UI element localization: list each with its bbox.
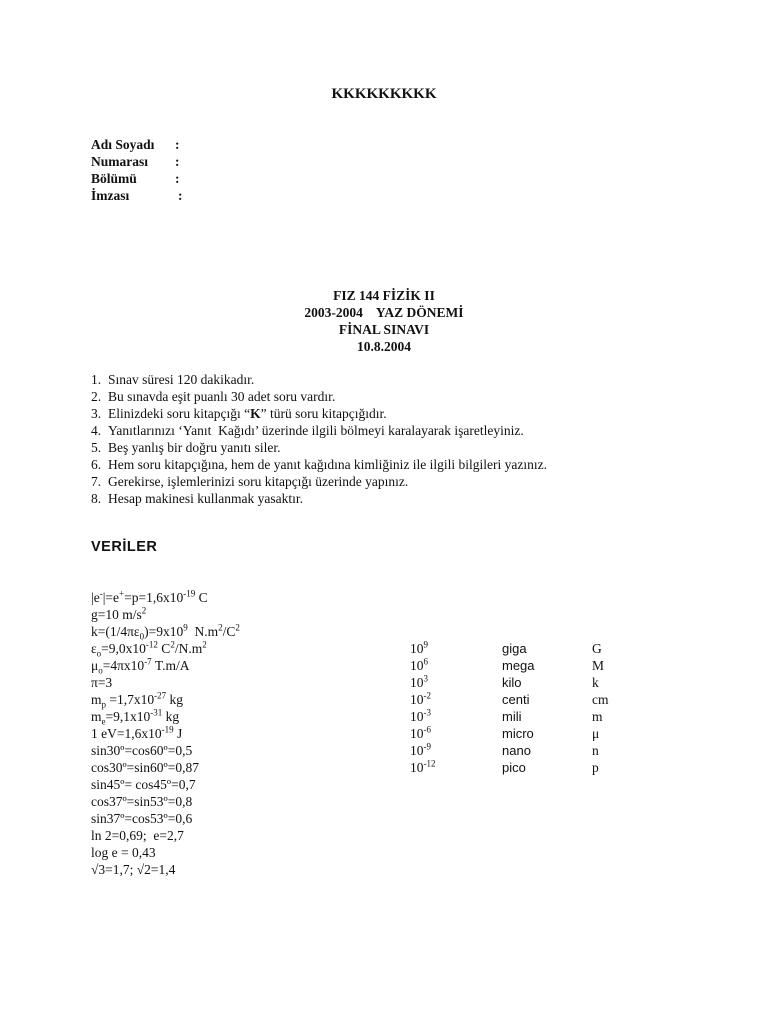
constant-text: 10: [410, 675, 424, 690]
superscript: -3: [423, 707, 431, 718]
rule-number: 2.: [91, 389, 102, 404]
prefix-symbol: G: [592, 641, 602, 656]
constant-text: m: [91, 692, 102, 707]
constant-text: cos37º=sin53º=0,8: [91, 794, 193, 809]
superscript: -: [99, 588, 103, 599]
superscript: -31: [150, 707, 163, 718]
subscript: e: [101, 716, 106, 727]
subscript: 0: [139, 631, 145, 642]
rule-text: ” türü soru kitapçığıdır.: [260, 406, 387, 421]
rule-text: Yanıtlarınızı ‘Yanıt Kağıdı’ üzerinde ilgili bölmeyi karalayarak işaretleyiniz.: [108, 423, 524, 438]
constant-line: [91, 726, 182, 742]
constant-line: [91, 709, 179, 725]
constant-line: [91, 828, 184, 844]
constant-line: [91, 658, 189, 674]
rule-text: Gerekirse, işlemlerinizi soru kitapçığı üzerinde yapınız.: [108, 474, 409, 489]
constant-text: 1 eV=1,6x10: [91, 726, 162, 741]
field-signature-colon: :: [178, 188, 183, 203]
constant-text: 10: [410, 641, 424, 656]
prefix-name: pico: [502, 760, 526, 775]
constant-text: 10: [410, 709, 424, 724]
rule-number: 6.: [91, 457, 102, 472]
constant-text: C: [157, 641, 171, 656]
rule-item: [91, 491, 303, 507]
constant-line: [91, 641, 207, 657]
constant-text: μ: [91, 658, 99, 673]
rule-number: 8.: [91, 491, 102, 506]
prefix-power: [410, 726, 431, 742]
rule-text: Elinizdeki soru kitapçığı “: [108, 406, 251, 421]
booklet-type-letter: K: [250, 406, 261, 421]
superscript: -19: [183, 588, 196, 599]
superscript: 6: [423, 656, 428, 667]
superscript: -12: [145, 639, 158, 650]
prefix-power: [410, 709, 431, 725]
constant-line: [91, 760, 199, 776]
superscript: -27: [154, 690, 167, 701]
constant-text: log e = 0,43: [91, 845, 156, 860]
superscript: 2: [235, 622, 240, 633]
constant-text: =9,0x10: [101, 641, 146, 656]
constant-text: k=(1/4πε: [91, 624, 140, 639]
constant-text: 10: [410, 743, 424, 758]
prefix-power: [410, 760, 436, 776]
rule-item: [91, 440, 280, 456]
rule-text: Beş yanlış bir doğru yanıtı siler.: [108, 440, 281, 455]
constant-text: =p=1,6x10: [124, 590, 184, 605]
prefix-power: [410, 675, 428, 691]
constant-text: =9,1x10: [105, 709, 151, 724]
course-title: FIZ 144 FİZİK II: [333, 288, 435, 303]
constant-text: kg: [162, 709, 180, 724]
superscript: -12: [423, 758, 436, 769]
constant-line: [91, 811, 192, 827]
constant-text: sin37º=cos53º=0,6: [91, 811, 193, 826]
rule-item: [91, 423, 524, 439]
rule-text: Hem soru kitapçığına, hem de yanıt kağıdına kimliğiniz ile ilgili bilgileri yazınız.: [108, 457, 548, 472]
exam-date: 10.8.2004: [357, 339, 411, 354]
rule-text: Bu sınavda eşit puanlı 30 adet soru vardır.: [108, 389, 336, 404]
prefix-symbol: k: [592, 675, 599, 690]
constant-text: sin45º= cos45º=0,7: [91, 777, 196, 792]
constant-line: [91, 794, 192, 810]
constant-text: ln 2=0,69; e=2,7: [91, 828, 184, 843]
superscript: -2: [423, 690, 431, 701]
constant-text: π=3: [91, 675, 113, 690]
superscript: 2: [202, 639, 207, 650]
prefix-power: [410, 743, 431, 759]
superscript: 2: [218, 622, 223, 633]
constant-text: m: [91, 709, 102, 724]
rule-number: 3.: [91, 406, 102, 421]
constant-text: cos30º=sin60º=0,87: [91, 760, 199, 775]
constant-text: |e: [91, 590, 100, 605]
constant-text: J: [173, 726, 183, 741]
constant-text: C: [195, 590, 208, 605]
constant-line: [91, 624, 240, 640]
constant-text: 10: [410, 726, 424, 741]
rule-text: Hesap makinesi kullanmak yasaktır.: [108, 491, 303, 506]
prefix-power: [410, 692, 431, 708]
rule-item: [91, 474, 408, 490]
prefix-name: micro: [502, 726, 534, 741]
prefix-symbol: m: [592, 709, 603, 724]
prefix-symbol: n: [592, 743, 599, 758]
superscript: -19: [161, 724, 174, 735]
constant-line: [91, 743, 192, 759]
superscript: -6: [423, 724, 431, 735]
superscript: 9: [423, 639, 428, 650]
data-section-heading: VERİLER: [91, 539, 158, 555]
constant-text: ε: [91, 641, 97, 656]
constant-text: N.m: [187, 624, 219, 639]
constant-line: [91, 607, 146, 623]
rule-item: [91, 406, 387, 422]
constant-text: =4πx10: [102, 658, 145, 673]
field-department-colon: :: [175, 171, 180, 186]
field-number-label: Numarası: [91, 154, 148, 169]
superscript: 2: [170, 639, 175, 650]
prefix-name: centi: [502, 692, 530, 707]
constant-text: /C: [222, 624, 236, 639]
superscript: -9: [423, 741, 431, 752]
constant-line: [91, 777, 196, 793]
prefix-power: [410, 658, 428, 674]
rule-number: 4.: [91, 423, 102, 438]
constant-text: kg: [166, 692, 184, 707]
constant-text: sin30º=cos60º=0,5: [91, 743, 193, 758]
prefix-power: [410, 641, 428, 657]
constant-text: =1,7x10: [106, 692, 155, 707]
constant-text: 10: [410, 658, 424, 673]
subscript: o: [96, 648, 102, 659]
prefix-symbol: μ: [592, 726, 600, 741]
field-department-label: Bölümü: [91, 171, 137, 186]
prefix-name: kilo: [502, 675, 522, 690]
constant-text: |=e: [102, 590, 120, 605]
constant-line: [91, 862, 175, 878]
constant-text: 10: [410, 692, 424, 707]
superscript: +: [119, 588, 125, 599]
constant-text: )=9x10: [144, 624, 184, 639]
prefix-symbol: M: [592, 658, 605, 673]
prefix-name: nano: [502, 743, 531, 758]
field-name-label: Adı Soyadı: [91, 137, 155, 152]
superscript: 3: [423, 673, 428, 684]
rule-item: [91, 389, 335, 405]
field-signature-label: İmzası: [91, 188, 130, 203]
rule-number: 7.: [91, 474, 102, 489]
superscript: -7: [144, 656, 152, 667]
field-name-colon: :: [175, 137, 180, 152]
prefix-symbol: p: [592, 760, 599, 775]
constant-text: g=10 m/s: [91, 607, 142, 622]
constant-text: /N.m: [174, 641, 203, 656]
constant-line: [91, 692, 183, 708]
constant-line: [91, 590, 208, 606]
constant-text: √3=1,7; √2=1,4: [91, 862, 176, 877]
rule-text: Sınav süresi 120 dakikadır.: [108, 372, 255, 387]
superscript: 9: [183, 622, 188, 633]
rule-number: 5.: [91, 440, 102, 455]
superscript: 2: [141, 605, 147, 616]
exam-term: 2003-2004 YAZ DÖNEMİ: [304, 305, 464, 320]
prefix-symbol: cm: [592, 692, 609, 707]
subscript: o: [98, 665, 103, 676]
prefix-name: giga: [502, 641, 527, 656]
exam-type: FİNAL SINAVI: [338, 322, 430, 337]
booklet-code: KKKKKKKKK: [331, 86, 437, 102]
prefix-name: mega: [502, 658, 535, 673]
constant-text: T.m/A: [151, 658, 190, 673]
prefix-name: mili: [502, 709, 522, 724]
constant-line: [91, 675, 112, 691]
rule-item: [91, 457, 547, 473]
rule-item: [91, 372, 254, 388]
constant-line: [91, 845, 156, 861]
field-number-colon: :: [175, 154, 180, 169]
rule-number: 1.: [91, 372, 102, 387]
constant-text: 10: [410, 760, 424, 775]
subscript: p: [101, 699, 107, 710]
